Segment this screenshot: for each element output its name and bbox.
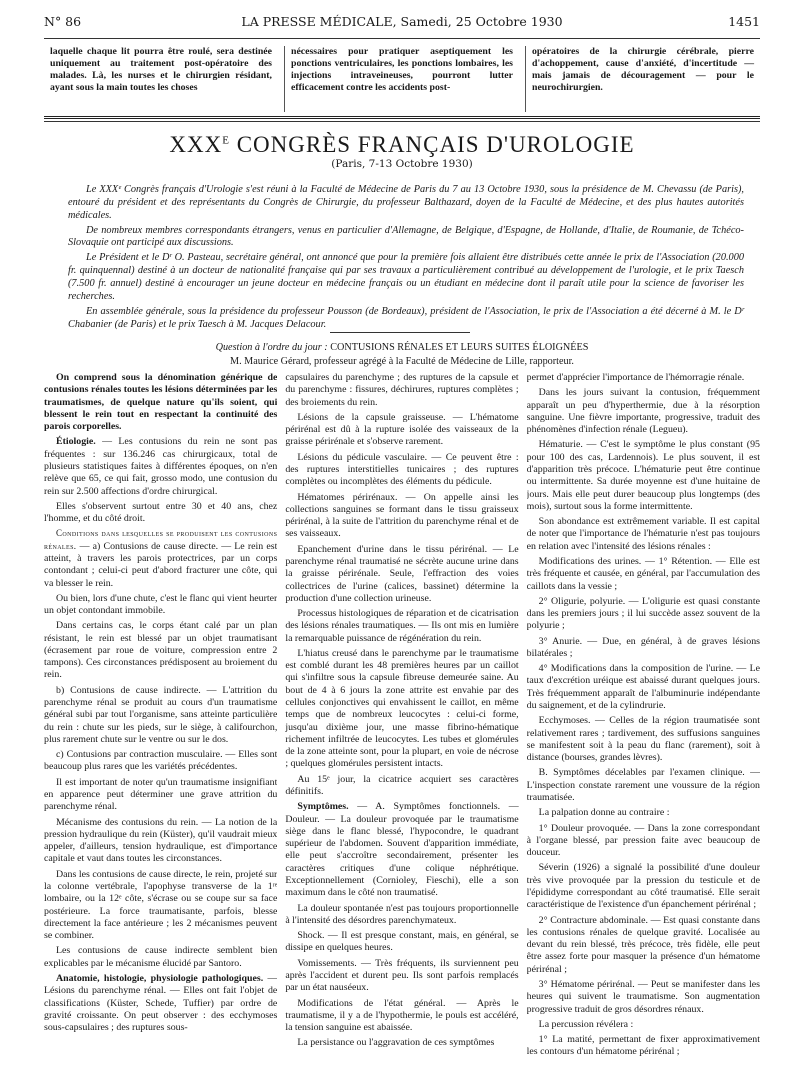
paragraph: Modifications de l'état général. — Après le traumatisme, il y a de l'hypothermie, le pouls est accéléré, la tension sanguine est abaissée. <box>285 997 519 1034</box>
section-heading: Étiologie. <box>56 436 96 448</box>
top-column-3: opératoires de la chirurgie cérébrale, pierre d'achoppement, cause d'anxiété, d'incertitude — mais jamais de découragement — pour le neurochirurgien. <box>525 46 760 112</box>
paragraph: 1° Douleur provoquée. — Dans la zone correspondant à l'organe blessé, par pression faite avec beaucoup de douceur. <box>526 822 760 859</box>
paragraph: Epanchement d'urine dans le tissu périrénal. — Le parenchyme rénal traumatisé ne sécrète aucune urine dans la graisse périrénale. Seule, l'effraction des voies collectrices de l'urine (calices, bassinet) détermine la production d'une collection urineuse. <box>285 543 519 604</box>
paragraph <box>44 436 277 497</box>
author-line: M. Maurice Gérard, professeur agrégé à la Faculté de Médecine de Lille, rapporteur. <box>230 356 574 367</box>
paragraph: c) Contusions par contraction musculaire. — Elles sont beaucoup plus rares que les variétés précédentes. <box>44 749 278 773</box>
paragraph: 1° La matité, permettant de fixer approximativement les contours d'un hématome périrénal ; <box>526 1034 760 1058</box>
intro-paragraph: Le Président et le Dʳ O. Pasteau, secrétaire général, ont annoncé que pour la première fois allaient être distribués cette année le prix de l'Association (20.000 fr. quinquennal) destiné à un docteur de nationalité française qui par ses travaux a particulièrement contribué au développement de l'urologie, et le prix Taesch (7.500 fr. annuel) destiné à encourager un jeune docteur en médecine français ou un étudiant en médecine dont il paraît utile pour la science de favoriser les recherches. <box>68 252 744 302</box>
paragraph: Dans les jours suivant la contusion, fréquemment apparaît un peu d'hyperthermie, due à la résorption sanguine. Une fièvre importante, progressive, traduit des phénomènes d'infection rénale (Legueu). <box>526 387 760 436</box>
paragraph: L'hiatus creusé dans le parenchyme par le traumatisme est comblé durant les 48 premières heures par un caillot qui s'infiltre sous la capsule fibreuse demeurée saine. Au bout de 4 à 6 jours la zone attrite est envahie par des cellules conjonctives qui envahissent le caillot, en même temps que de nombreux leucocytes : celui-ci forme, jusqu'au dixième jour, une masse fibrino-hématique richement infiltrée de leucocytes. Les tubes et glomérules de la zone atteinte sont, pour la plupart, en voie de nécrose ; quelques glomérules persistent intacts. <box>285 647 519 770</box>
intro-paragraph: Le XXXᵉ Congrès français d'Urologie s'est réuni à la Faculté de Médecine de Paris du 7 au 13 Octobre 1930, sous la présidence de M. Chevassu (de Paris), entouré du président et des représentants du Congrès de Chirurgie, du professeur Balthazard, doyen de la Faculté de Médecine, et des plus hautes autorités médicales. <box>68 184 744 221</box>
paragraph: Les contusions de cause indirecte semblent bien explicables par le mécanisme élucidé par Santoro. <box>44 945 278 969</box>
section-heading: Symptômes. <box>297 801 349 813</box>
paragraph: Il est important de noter qu'un traumatisme insignifiant en apparence peut déterminer une grave attrition du parenchyme rénal. <box>44 776 278 813</box>
paragraph: Hématomes périrénaux. — On appelle ainsi les collections sanguines se formant dans le tissu graisseux périrénal, à la suite de l'attrition du parenchyme rénal et de ses vaisseaux. <box>285 491 519 540</box>
top-column-2: nécessaires pour pratiquer aseptiquement les ponctions ventriculaires, les ponctions lombaires, les injections intraveineuses, pourront lutter efficacement contre les accidents post- <box>284 46 519 112</box>
header-rule <box>44 38 760 39</box>
running-header <box>44 14 760 34</box>
paragraph: 3° Anurie. — Due, en général, à de graves lésions bilatérales ; <box>526 635 760 659</box>
previous-article-end <box>44 46 760 112</box>
running-title: LA PRESSE MÉDICALE, Samedi, 25 Octobre 1930 <box>241 14 563 29</box>
paragraph-text: — a) Contusions de cause directe. — Le rein est atteint, à travers les parois protectrices, par un corps contondant ; celui-ci peut d'abord fracturer une côte, qui va blesser le rein. <box>44 540 278 589</box>
intro-paragraph: En assemblée générale, sous la présidence du professeur Pousson (de Bordeaux), président de l'Association, le prix de l'Association a été décerné à M. le Dʳ Chabanier (de Paris) et le prix Taesch à M. Jacques Delacour. <box>68 305 744 330</box>
body-column-2 <box>285 372 518 1070</box>
paragraph: capsulaires du parenchyme ; des ruptures de la capsule et du parenchyme : fissures, déchirures, ruptures complètes ; des broiements du rein. <box>285 372 519 408</box>
paragraph: 3° Hématome périrénal. — Peut se manifester dans les heures qui suivent le traumatisme. Son augmentation progressive traduit de gros désordres rénaux. <box>526 978 760 1015</box>
paragraph: 2° Contracture abdominale. — Est quasi constante dans les contusions rénales de quelque gravité. Localisée au devant du rein blessé, très précoce, très fidèle, elle peut être assez forte pour masquer la présence d'un hématome périrénal ; <box>526 914 760 975</box>
paragraph: La persistance ou l'aggravation de ces symptômes <box>297 1037 495 1049</box>
paragraph: Vomissements. — Très fréquents, ils surviennent peu après l'accident et durent peu. Ils sont parfois remplacés par un état nauséeux. <box>285 957 519 994</box>
paragraph: Au 15ᵉ jour, la cicatrice acquiert ses caractères définitifs. <box>285 773 519 797</box>
paragraph: La douleur spontanée n'est pas toujours proportionnelle à l'intensité des désordres parenchymateux. <box>285 902 519 926</box>
paragraph: Mécanisme des contusions du rein. — La notion de la pression hydraulique du rein (Küster), qu'il vaudrait mieux appeler, d'ailleurs, tension hydraulique, est d'importance capitale et vaut dans toutes les circonstances. <box>44 816 278 865</box>
paragraph-text: — A. Symptômes fonctionnels. — Douleur. — La douleur provoquée par le traumatisme siège dans le flanc blessé, l'hypocondre, le quadrant supérieur de l'abdomen. Souvent d'apparition immédiate, elle peut s'accroître secondairement, présenter les caractères critiques d'une colique néphrétique. Exceptionnellement (Cornioley, Fieschi), elle a son maximum dans le côté non traumatisé. <box>285 801 519 899</box>
page-number-left: N° 86 <box>44 14 82 29</box>
title-text: CONGRÈS FRANÇAIS D'UROLOGIE <box>229 132 635 157</box>
paragraph: La percussion révélera : <box>538 1018 634 1030</box>
paragraph <box>285 801 518 899</box>
lead-paragraph: On comprend sous la dénomination générique de contusions rénales toutes les lésions déterminées par les traumatismes, de quelque nature qu'ils soient, qui blessent le rein tout en respectant la continuité des parois corporelles. <box>44 372 278 433</box>
title-sup: E <box>222 134 230 147</box>
question-line <box>44 342 760 353</box>
paragraph: Dans les contusions de cause directe, le rein, projeté sur la colonne vertébrale, l'apophyse transverse de la 1ʳᵉ lombaire, ou la 12ᵉ côte, s'écrase ou se coupe sur sa face postérieure. La force traumatisante, parfois, blesse directement la face antérieure ; les 2 mécanismes peuvent se combiner. <box>44 868 278 942</box>
section-heading: Conditions dans lesquelles se produisent les contusions rénales. <box>44 528 278 551</box>
section-rule-thin <box>44 121 760 122</box>
article-body <box>44 372 760 1070</box>
paragraph: Dans certains cas, le corps étant calé par un plan résistant, le rein est blessé par un objet traumatisant (écrasement par roue de voiture, compression entre 2 tampons). Ces circonstances prédisposent au broiement du rein. <box>44 620 278 681</box>
article-subtitle: (Paris, 7-13 Octobre 1930) <box>331 158 473 170</box>
paragraph: Son abondance est extrêmement variable. Il est capital de noter que l'importance de l'hématurie n'est pas toujours en relation avec l'intensité des lésions rénales : <box>526 516 760 552</box>
paragraph: 2° Oligurie, polyurie. — L'oligurie est quasi constante dans les premiers jours ; il lui succède assez souvent de la polyurie ; <box>526 595 760 632</box>
question-topic: CONTUSIONS RÉNALES ET LEURS SUITES ÉLOIGNÉES <box>330 342 589 353</box>
paragraph: Processus histologiques de réparation et de cicatrisation des lésions rénales traumatiques. — Ils ont mis en lumière la remarquable puissance de régénération du rein. <box>285 608 519 644</box>
body-column-1 <box>44 372 277 1070</box>
paragraph: b) Contusions de cause indirecte. — L'attrition du parenchyme rénal se produit au cours d'un traumatisme général subi par tout l'organisme, sans atteinte particulière du rein : chute sur les pieds, sur le siège, à califourchon, plus rarement chute sur le ventre ou sur le dos. <box>44 684 278 745</box>
paragraph: Lésions de la capsule graisseuse. — L'hématome périrénal est dû à la rupture isolée des vaisseaux de la graisse périrénale et s'observe rarement. <box>285 411 519 448</box>
paragraph <box>44 973 277 1034</box>
paragraph: Ou bien, lors d'une chute, c'est le flanc qui vient heurter un objet contondant immobile. <box>44 592 278 617</box>
title-numeral: XXX <box>169 132 223 157</box>
section-heading: Anatomie, histologie, physiologie pathologiques. <box>56 972 264 984</box>
paragraph: Lésions du pédicule vasculaire. — Ce peuvent être : des ruptures interstitielles tunicaires ; des ruptures complètes ou incomplètes des éléments du pédicule. <box>285 451 519 488</box>
article-title <box>44 132 760 158</box>
paragraph: permet d'apprécier l'importance de l'hémorragie rénale. <box>526 372 745 383</box>
paragraph: Elles s'observent surtout entre 30 et 40 ans, chez l'homme, et du côté droit. <box>44 500 278 525</box>
paragraph: Shock. — Il est presque constant, mais, en général, se dissipe en quelques heures. <box>285 930 519 954</box>
paragraph: Hématurie. — C'est le symptôme le plus constant (95 pour 100 des cas, Lardennois). Le plus souvent, il est d'apparition très précoce. L'hématurie peut être continue ou intermittente. Sa durée moyenne est d'une huitaine de jours. Mais elle peut durer beaucoup plus longtemps (des mois), surtout sous la forme intermittente. <box>526 439 760 512</box>
page-number-right: 1451 <box>728 14 760 29</box>
intro-block <box>68 184 744 333</box>
section-rule <box>44 116 760 119</box>
paragraph: Séverin (1926) a signalé la possibilité d'une douleur très vive provoquée par la pression du testicule et de l'épididyme correspondant au côté traumatisé. Elle serait caractéristique de l'existence d'un épanchement périrénal ; <box>526 862 760 911</box>
top-column-1: laquelle chaque lit pourra être roulé, sera destinée uniquement au traitement post-opératoire des malades. Là, les nurses et le chirurgien résidant, ayant sous la main toutes les choses <box>50 46 272 93</box>
paragraph-text: — Lésions du parenchyme rénal. — Elles ont fait l'objet de classifications (Küster, Schede, Tuffier) par ordre de gravité croissante. On peut observer : des ecchymoses sous-capsulaires ; des ruptures sous- <box>44 972 278 1034</box>
paragraph-text: — Les contusions du rein ne sont pas fréquentes : sur 136.246 cas chirurgicaux, total de plusieurs statistiques faites à différentes époques, on n'en relève que 65, ce qui fait, grosso modo, une contusion du rein sur 2.500 affections d'ordre chirurgical. <box>44 436 278 497</box>
body-column-3 <box>527 372 760 1070</box>
paragraph: 4° Modifications dans la composition de l'urine. — Le taux d'excrétion uréique est abaissé durant quelques jours. Très fréquemment apparaît de l'albuminurie indépendante du saignement, et de la cylindrurie. <box>526 663 760 712</box>
paragraph: Modifications des urines. — 1° Rétention. — Elle est très fréquente et causée, en général, par l'accumulation des caillots dans la vessie ; <box>526 555 760 592</box>
short-rule <box>330 332 470 333</box>
paragraph: Ecchymoses. — Celles de la région traumatisée sont relativement rares ; tardivement, des suffusions sanguines se manifestent soit à la peau du flanc (rarement), soit à distance (bourses, grandes lèvres). <box>526 715 760 764</box>
question-prefix: Question à l'ordre du jour : <box>215 342 328 353</box>
paragraph <box>44 528 277 589</box>
paragraph: La palpation donne au contraire : <box>538 807 670 819</box>
paragraph: B. Symptômes décelables par l'examen clinique. — L'inspection constate rarement une voussure de la région traumatisée. <box>526 767 760 803</box>
intro-paragraph: De nombreux membres correspondants étrangers, venus en particulier d'Allemagne, de Belgique, d'Espagne, de Hollande, d'Italie, de Roumanie, de Tchéco-Slovaquie ont participé aux discussions. <box>68 224 744 249</box>
